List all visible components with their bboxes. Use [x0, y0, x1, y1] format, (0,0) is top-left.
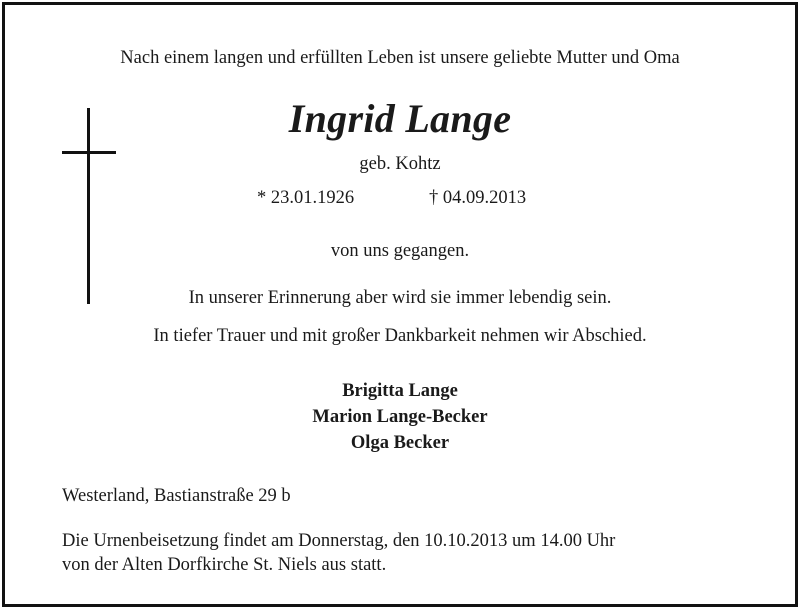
address-text: Westerland, Bastianstraße 29 b	[62, 486, 291, 506]
intro-text: Nach einem langen und erfüllten Leben ist unsere geliebte Mutter und Oma	[120, 48, 680, 68]
maiden-name: geb. Kohtz	[359, 154, 441, 174]
burial-info-line-2: von der Alten Dorfkirche St. Niels aus statt.	[62, 555, 387, 575]
mourner-name: Olga Becker	[350, 433, 450, 453]
memory-text: In unserer Erinnerung aber wird sie immer lebendig sein.	[188, 288, 612, 308]
death-date: † 04.09.2013	[429, 188, 527, 208]
burial-info-line-1: Die Urnenbeisetzung findet am Donnerstag, den 10.10.2013 um 14.00 Uhr	[62, 531, 616, 551]
birth-date: * 23.01.1926	[257, 188, 355, 208]
mourner-name: Marion Lange-Becker	[312, 407, 488, 427]
passed-text: von uns gegangen.	[330, 241, 470, 261]
farewell-text: In tiefer Trauer und mit großer Dankbarkeit nehmen wir Abschied.	[153, 326, 647, 346]
mourner-name: Brigitta Lange	[342, 381, 458, 401]
deceased-name: Ingrid Lange	[288, 96, 512, 141]
